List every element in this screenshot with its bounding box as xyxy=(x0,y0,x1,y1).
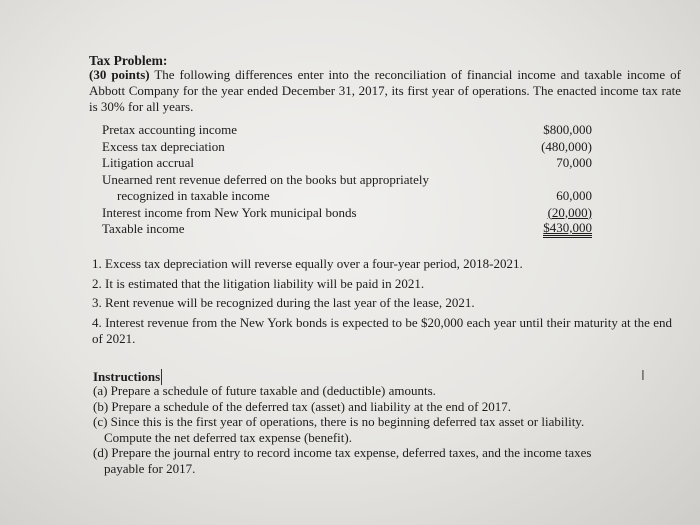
row-amount: (20,000) xyxy=(547,204,592,220)
table-row xyxy=(102,205,592,222)
list-item: 4. Interest revenue from the New York bonds is expected to be $20,000 each year until their maturity at the end of 2021. xyxy=(92,314,672,346)
table-row xyxy=(102,139,592,156)
table-row xyxy=(102,172,592,189)
row-amount: (480,000) xyxy=(541,138,592,154)
notes-list xyxy=(92,256,672,351)
text-cursor-icon: I xyxy=(641,369,645,384)
table-row xyxy=(102,155,592,172)
row-label: Unearned rent revenue deferred on the books but appropriately xyxy=(102,171,430,187)
table-row xyxy=(102,122,592,139)
points-label: (30 points) xyxy=(89,67,150,82)
intro-text: The following differences enter into the reconciliation of financial income and taxable income of Abbott Company for the year ended December 31, 2017, its first year of operations. The enacted income tax rate is 30% for all years. xyxy=(89,67,681,114)
instructions-list xyxy=(93,383,673,476)
row-label: Taxable income xyxy=(102,221,185,236)
instruction-c: (c) Since this is the first year of operations, there is no beginning deferred tax asset or liability. xyxy=(93,414,585,429)
row-label: Excess tax depreciation xyxy=(102,138,225,154)
row-amount: $800,000 xyxy=(543,122,592,137)
list-item: 2. It is estimated that the litigation liability will be paid in 2021. xyxy=(92,275,425,291)
table-row xyxy=(102,221,592,238)
row-label: Interest income from New York municipal bonds xyxy=(102,204,357,220)
row-amount-total: $430,000 xyxy=(543,221,592,238)
instruction-d-cont: payable for 2017. xyxy=(104,460,196,476)
table-row xyxy=(102,188,592,205)
instruction-a: (a) Prepare a schedule of future taxable and (deductible) amounts. xyxy=(93,383,436,398)
row-amount: 70,000 xyxy=(556,155,592,170)
instruction-b: (b) Prepare a schedule of the deferred tax (asset) and liability at the end of 2017. xyxy=(93,398,511,414)
instructions-heading: Instructions xyxy=(93,369,161,384)
list-item: 1. Excess tax depreciation will reverse equally over a four-year period, 2018-2021. xyxy=(92,256,523,271)
instruction-d: (d) Prepare the journal entry to record income tax expense, deferred taxes, and the income taxes xyxy=(93,445,592,460)
row-label: Litigation accrual xyxy=(102,155,195,170)
instruction-c-cont: Compute the net deferred tax expense (benefit). xyxy=(104,429,352,445)
list-item: 3. Rent revenue will be recognized during the last year of the lease, 2021. xyxy=(92,295,475,310)
problem-intro xyxy=(89,67,681,115)
problem-title: Tax Problem: xyxy=(89,53,168,68)
row-amount: 60,000 xyxy=(556,188,592,203)
row-label: Pretax accounting income xyxy=(102,122,238,137)
reconciliation-table xyxy=(102,122,592,238)
row-label: recognized in taxable income xyxy=(117,188,270,203)
